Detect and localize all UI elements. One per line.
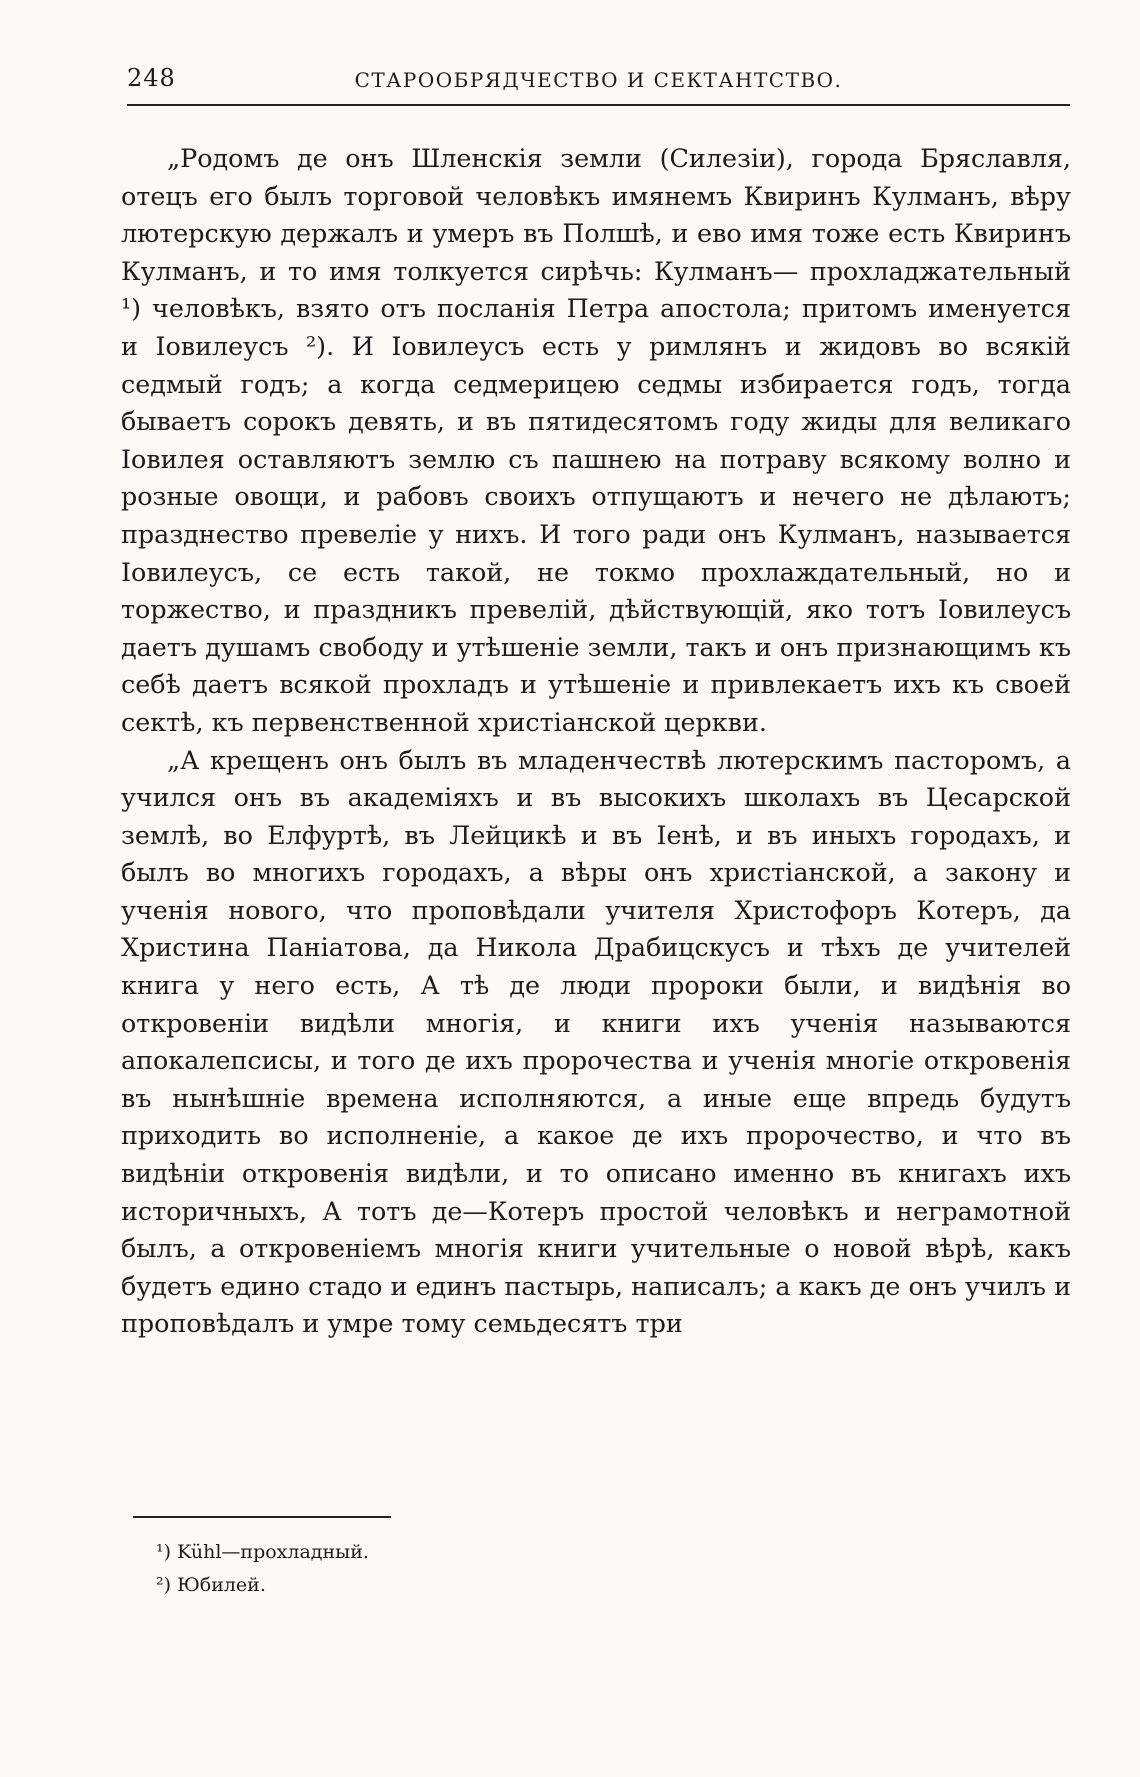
paragraph-2: „А крещенъ онъ былъ въ младенчествѣ лютерскимъ пасторомъ, а учился онъ въ академіяхъ и въ высокихъ школахъ въ Цесарской землѣ, во Елфуртѣ, въ Лейцикѣ и въ Іенѣ, и въ иныхъ городахъ, и былъ во многихъ городахъ, а вѣры онъ христіанской, а закону и ученія нового, что проповѣдали учителя Христофоръ Котеръ, да Христина Паніатова, да Никола Драбицскусъ и тѣхъ де учителей книга у него есть, А тѣ де люди пророки были, и видѣнія во откровеніи видѣли многія, и книги ихъ ученія называются апокалепсисы, и того де ихъ пророчества и ученія многіе откровенія въ нынѣшніе времена исполняются, а иные еще впредь будутъ приходить во исполненіе, а какое де ихъ пророчество, и что въ видѣніи откровенія видѣли, и то описано именно въ книгахъ ихъ историчныхъ, А тотъ де—Котеръ простой человѣкъ и неграмотной былъ, а откровеніемъ многія книги учительные о новой вѣрѣ, какъ будетъ едино стадо и единъ пастырь, написалъ; а какъ де онъ училъ и проповѣдалъ и умре тому семьдесятъ три xyxy=(121,744,1071,1339)
footnote-2-text: Юбилей. xyxy=(177,1574,266,1596)
page-number: 248 xyxy=(127,64,176,92)
running-header xyxy=(127,64,1070,108)
header-rule xyxy=(127,104,1070,106)
footnote-1 xyxy=(156,1536,369,1569)
footnote-2 xyxy=(156,1569,369,1602)
footnotes xyxy=(156,1536,369,1602)
footnote-1-text: Kühl—прохладный. xyxy=(177,1541,369,1563)
running-title: СТАРООБРЯДЧЕСТВО И СЕКТАНТСТВО. xyxy=(354,68,843,92)
body-text xyxy=(121,140,1071,1343)
footnote-rule xyxy=(133,1516,391,1518)
paragraph-1: „Родомъ де онъ Шленскія земли (Силезіи), города Бряславля, отецъ его былъ торговой человѣкъ имянемъ Квиринъ Кулманъ, вѣру лютерскую держалъ и умеръ въ Полшѣ, и ево имя тоже есть Квиринъ Кулманъ, и то имя толкуется сирѣчь: Кулманъ— прохладжательный ¹) человѣкъ, взято отъ посланія Петра апостола; притомъ именуется и Іовилеусъ ²). И Іовилеусъ есть у римлянъ и жидовъ во всякій седмый годъ; а когда седмерицею седмы избирается годъ, тогда бываетъ сорокъ девять, и въ пятидесятомъ году жиды для великаго Іовилея оставляютъ землю съ пашнею на потраву всякому волно и розные овощи, и рабовъ своихъ отпущаютъ и нечего не дѣлаютъ; празднество превеліе у нихъ. И того ради онъ Кулманъ, называется Іовилеусъ, се есть такой, не токмо прохлаждательный, но и торжество, и праздникъ превелій, дѣйствующій, яко тотъ Іовилеусъ даетъ душамъ свободу и утѣшеніе земли, такъ и онъ признающимъ къ себѣ даетъ всякой прохладъ и утѣшеніе и привлекаетъ ихъ къ своей сектѣ, къ первенственной христіанской церкви. xyxy=(121,143,1071,737)
footnote-1-marker: ¹) xyxy=(156,1541,172,1563)
footnote-2-marker: ²) xyxy=(156,1574,172,1596)
